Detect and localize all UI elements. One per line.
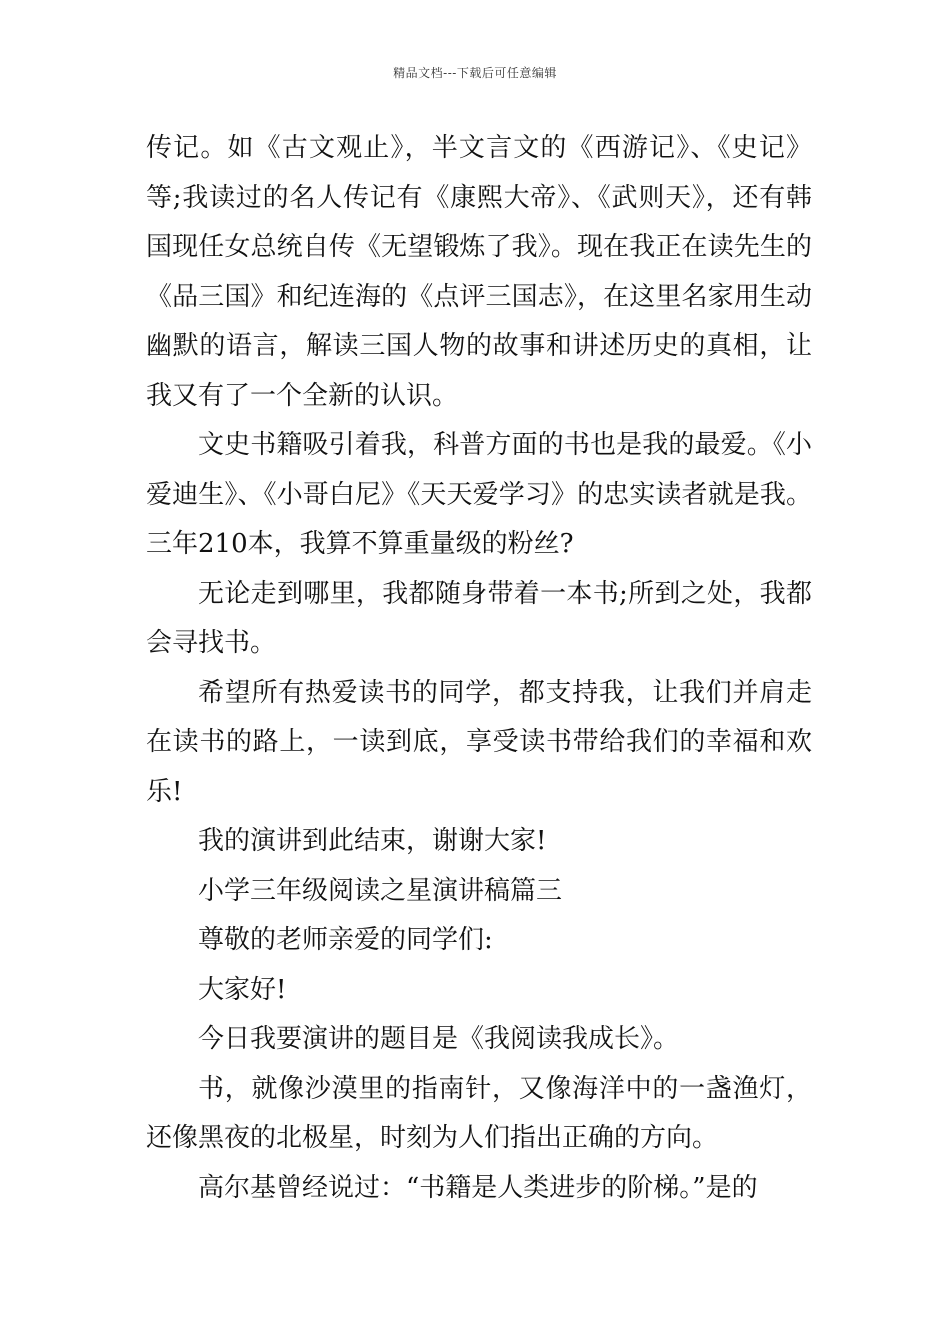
salutation: 尊敬的老师亲爱的同学们:: [198, 925, 493, 955]
greeting: 大家好!: [198, 974, 287, 1005]
paragraph-4: 希望所有热爱读书的同学，都支持我，让我们并肩走在读书的路上，一读到底，享受读书带给我们的幸福和欢乐!: [146, 677, 812, 807]
document-body: [146, 124, 812, 1213]
paragraph-11: 高尔基曾经说过：“书籍是人类进步的阶梯。”是的: [198, 1172, 758, 1203]
section-title: 小学三年级阅读之星演讲稿篇三: [198, 875, 563, 906]
paragraph-10: 书，就像沙漠里的指南针，又像海洋中的一盏渔灯，还像黑夜的北极星，时刻为人们指出正确的方向。: [146, 1073, 812, 1153]
paragraph-9: 今日我要演讲的题目是《我阅读我成长》。: [198, 1024, 680, 1054]
paragraph-1: 传记。如《古文观止》，半文言文的《西游记》、《史记》等;我读过的名人传记有《康熙大帝》、《武则天》，还有韩国现任女总统自传《无望锻炼了我》。现在我正在读先生的《品三国》和纪连海的《点评三国志》，在这里名家用生动幽默的语言，解读三国人物的故事和讲述历史的真相，让我又有了一个全新的认识。: [146, 133, 812, 411]
page-header: 精品文档---下载后可任意编辑: [393, 66, 557, 80]
paragraph-2: 文史书籍吸引着我，科普方面的书也是我的最爱。《小爱迪生》、《小哥白尼》《天天爱学习》的忠实读者就是我。三年210本，我算不算重量级的粉丝?: [146, 430, 812, 559]
paragraph-3: 无论走到哪里，我都随身带着一本书;所到之处，我都会寻找书。: [146, 578, 812, 658]
paragraph-5: 我的演讲到此结束，谢谢大家!: [198, 826, 547, 856]
